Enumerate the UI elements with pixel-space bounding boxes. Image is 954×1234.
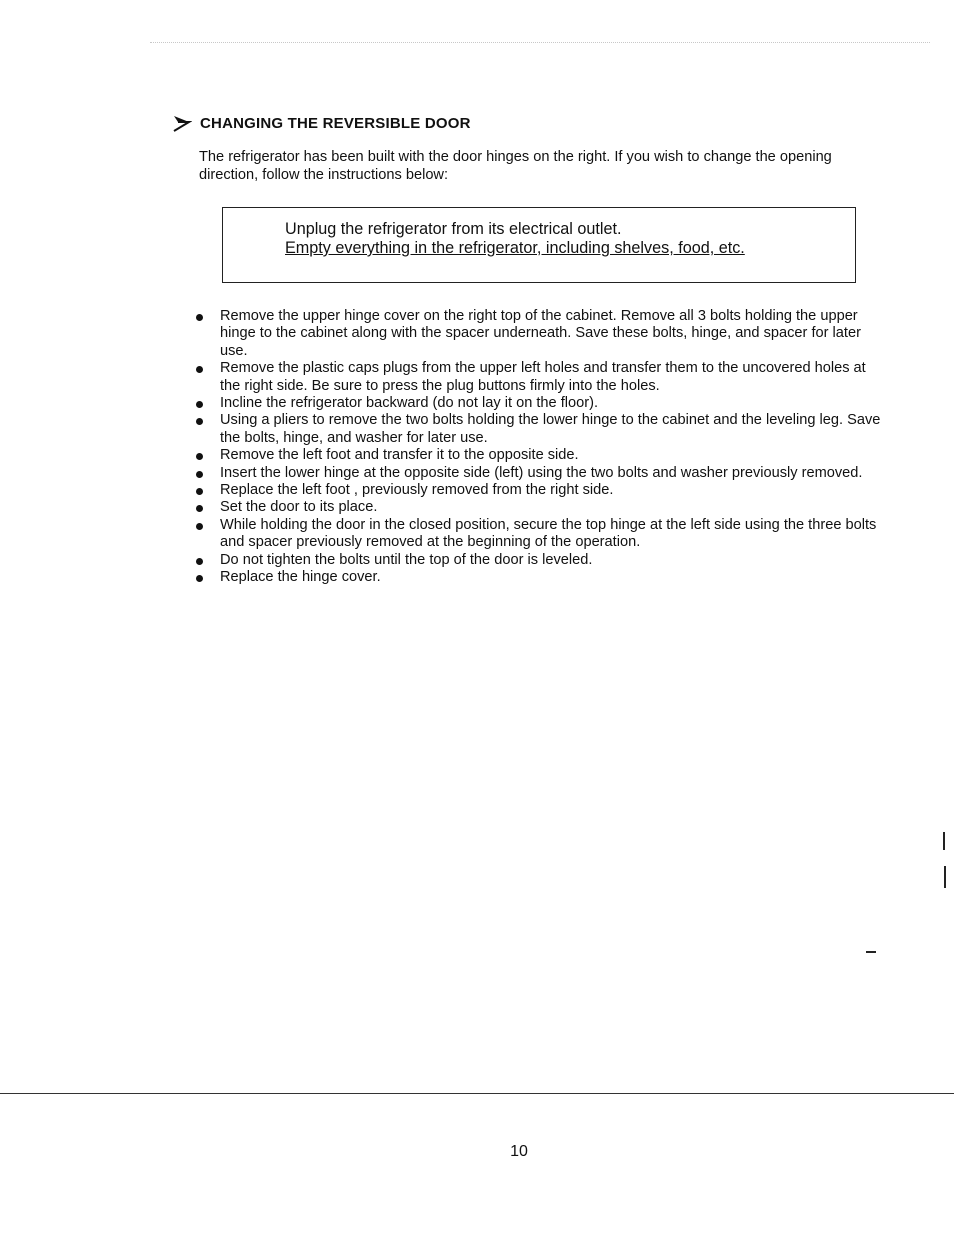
list-item: Incline the refrigerator backward (do not lay it on the floor). xyxy=(193,395,883,412)
scan-artifact-line xyxy=(150,42,930,43)
arrow-bullet-icon xyxy=(172,114,192,132)
list-item: Insert the lower hinge at the opposite side (left) using the two bolts and washer previously removed. xyxy=(193,465,883,482)
section-heading-text: CHANGING THE REVERSIBLE DOOR xyxy=(200,114,471,132)
bullet-icon xyxy=(196,505,203,512)
bullet-icon xyxy=(196,471,203,478)
scan-speck xyxy=(866,951,876,953)
list-item: Remove the plastic caps plugs from the upper left holes and transfer them to the uncovered holes at the right side. Be sure to press the plug buttons firmly into the holes. xyxy=(193,360,883,395)
page-number xyxy=(0,1143,954,1161)
page-number-text: 10 xyxy=(510,1143,528,1160)
bullet-icon xyxy=(196,453,203,460)
list-item: Using a pliers to remove the two bolts holding the lower hinge to the cabinet and the leveling leg. Save the bolts, hinge, and washer for later use. xyxy=(193,412,883,447)
instruction-list xyxy=(193,308,883,587)
section-heading xyxy=(172,114,471,132)
notice-box xyxy=(222,207,856,283)
list-item: Replace the left foot , previously removed from the right side. xyxy=(193,482,883,499)
intro-paragraph: The refrigerator has been built with the door hinges on the right. If you wish to change the opening direction, follow the instructions below: xyxy=(199,149,832,183)
list-item: Set the door to its place. xyxy=(193,499,883,516)
notice-line-unplug: Unplug the refrigerator from its electrical outlet. xyxy=(285,220,622,238)
scan-speck xyxy=(943,832,945,850)
bullet-icon xyxy=(196,314,203,321)
bullet-icon xyxy=(196,558,203,565)
scan-speck xyxy=(944,866,946,888)
bullet-icon xyxy=(196,366,203,373)
bullet-icon xyxy=(196,418,203,425)
list-item: Replace the hinge cover. xyxy=(193,569,883,586)
bullet-icon xyxy=(196,575,203,582)
notice-line-empty: Empty everything in the refrigerator, including shelves, food, etc. xyxy=(285,239,745,257)
list-item: Remove the left foot and transfer it to the opposite side. xyxy=(193,447,883,464)
bullet-icon xyxy=(196,401,203,408)
bullet-icon xyxy=(196,488,203,495)
footer-rule xyxy=(0,1093,954,1094)
bullet-icon xyxy=(196,523,203,530)
list-item: While holding the door in the closed position, secure the top hinge at the left side using the three bolts and spacer previously removed at the beginning of the operation. xyxy=(193,517,883,552)
list-item: Do not tighten the bolts until the top of the door is leveled. xyxy=(193,552,883,569)
list-item: Remove the upper hinge cover on the right top of the cabinet. Remove all 3 bolts holding the upper hinge to the cabinet along with the spacer underneath. Save these bolts, hinge, and spacer for later use. xyxy=(193,308,883,360)
